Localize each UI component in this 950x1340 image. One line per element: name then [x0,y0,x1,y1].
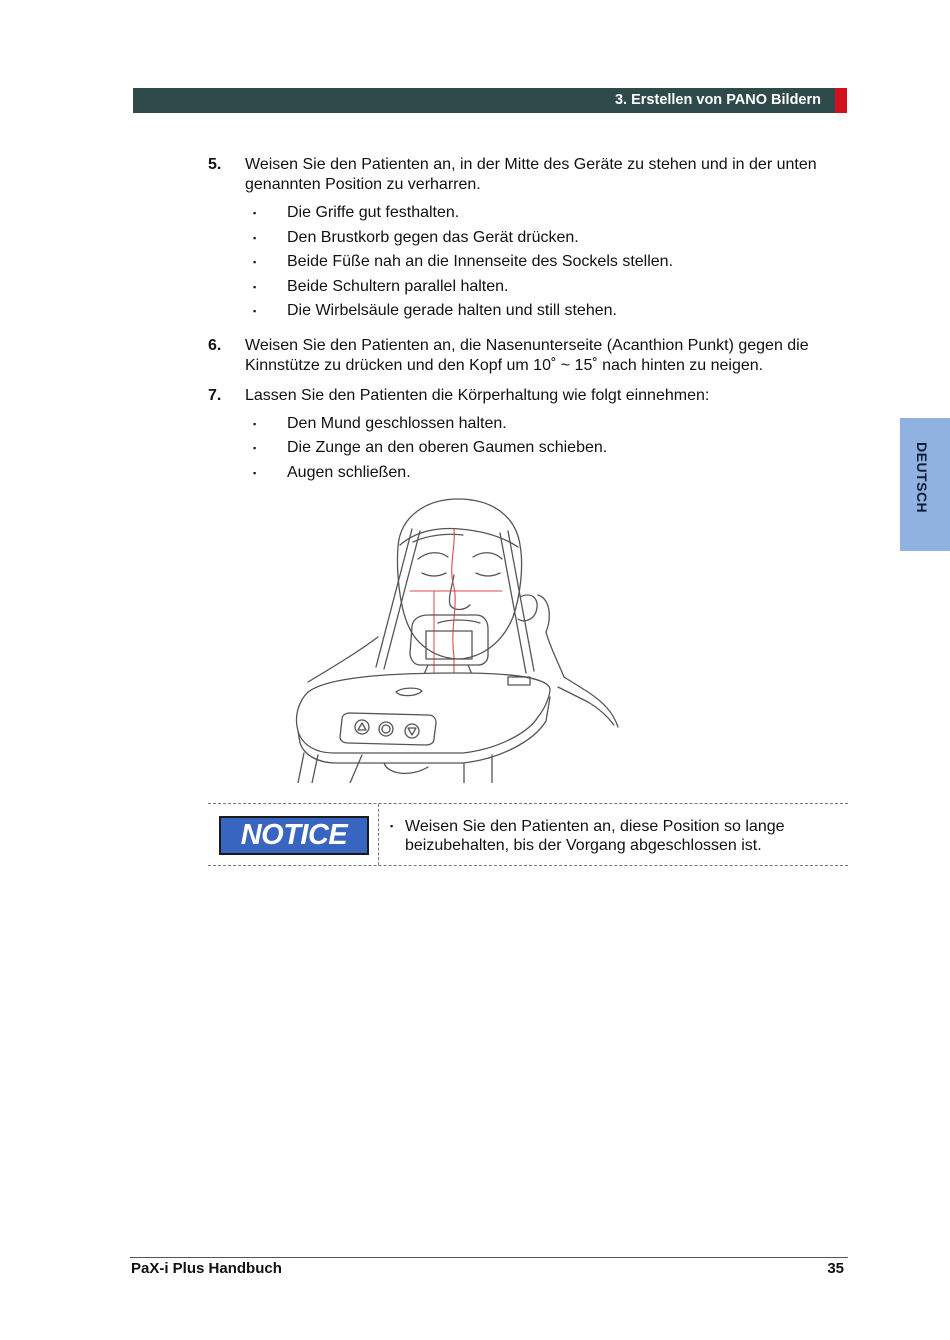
eyebrow-left [418,553,448,559]
eyebrow-right [473,553,502,559]
step-text: Lassen Sie den Patienten die Körperhaltung wie folgt einnehmen: [245,386,710,404]
step-number: 5. [208,156,222,173]
patient-positioning-illustration [288,487,624,783]
shoulder-line-right [538,595,618,727]
chin-rest-inner [426,631,472,659]
step-text: Weisen Sie den Patienten an, die Nasenunterseite (Acanthion Punkt) gegen die Kinnstütze zu drücken und den Kopf um 10˚ ~ 15˚ nach hinten zu neigen. [245,336,809,374]
language-tab-label: DEUTSCH [914,442,930,514]
list-item: ▪ Den Mund geschlossen halten. [245,414,848,439]
section-title: 3. Erstellen von PANO Bildern [614,92,821,108]
notice-divider [378,804,379,865]
leg-left [298,753,304,783]
step-number: 7. [208,386,222,404]
shoulder-line-left [308,637,378,682]
list-item: ▪ Augen schließen. [245,463,848,488]
list-item: ▪ Den Brustkorb gegen das Gerät drücken. [245,228,848,253]
notice-text: Weisen Sie den Patienten an, diese Position so lange beizubehalten, bis der Vorgang abgeschlossen ist. [405,818,785,854]
head-outline [397,499,521,659]
bullet-icon: ▪ [253,418,257,429]
footer-divider [130,1257,848,1258]
step-5 [208,155,848,326]
hair-detail [413,534,463,542]
header-accent-block [835,88,847,113]
eye-right-closed [476,573,500,576]
support-rod-left [376,529,412,667]
bullet-icon: ▪ [253,232,257,243]
step-6 [208,336,848,376]
list-item: ▪ Beide Füße nah an die Innenseite des Sockels stellen. [245,252,848,277]
bullet-icon: ▪ [390,821,394,831]
handle-left [350,755,362,783]
support-rod-left-inner [384,531,420,669]
section-header-bar [133,88,835,113]
bullet-icon: ▪ [253,306,257,316]
bullet-icon: ▪ [253,257,257,267]
list-item: ▪ Beide Schultern parallel halten. [245,277,848,302]
page-number: 35 [827,1260,844,1277]
notice-text-block [388,817,838,855]
step-7 [208,386,848,488]
step-number: 6. [208,336,222,354]
bullet-icon: ▪ [253,208,257,218]
notice-badge-label: NOTICE [240,819,348,851]
language-tab[interactable] [900,418,950,551]
support-rod-right-inner [500,533,526,673]
list-item: ▪ Die Griffe gut festhalten. [245,203,848,228]
bullet-icon: ▪ [253,443,257,453]
bullet-icon: ▪ [253,281,257,292]
eye-left-closed [422,573,446,576]
step-5-bullets [245,203,848,326]
step-7-bullets [245,414,848,488]
instruction-list [208,155,848,497]
list-item: ▪ Die Wirbelsäule gerade halten und still stehen. [245,301,848,326]
notice-badge [219,816,369,855]
manual-title: PaX-i Plus Handbuch [131,1260,282,1277]
notice-box [208,803,848,866]
handle-center [384,763,428,773]
bullet-icon: ▪ [253,467,257,478]
mouth [438,620,480,623]
step-text: Weisen Sie den Patienten an, in der Mitte des Geräte zu stehen und in der unten genannten Position zu verharren. [245,156,817,193]
list-item: ▪ Die Zunge an den oberen Gaumen schieben. [245,438,848,463]
